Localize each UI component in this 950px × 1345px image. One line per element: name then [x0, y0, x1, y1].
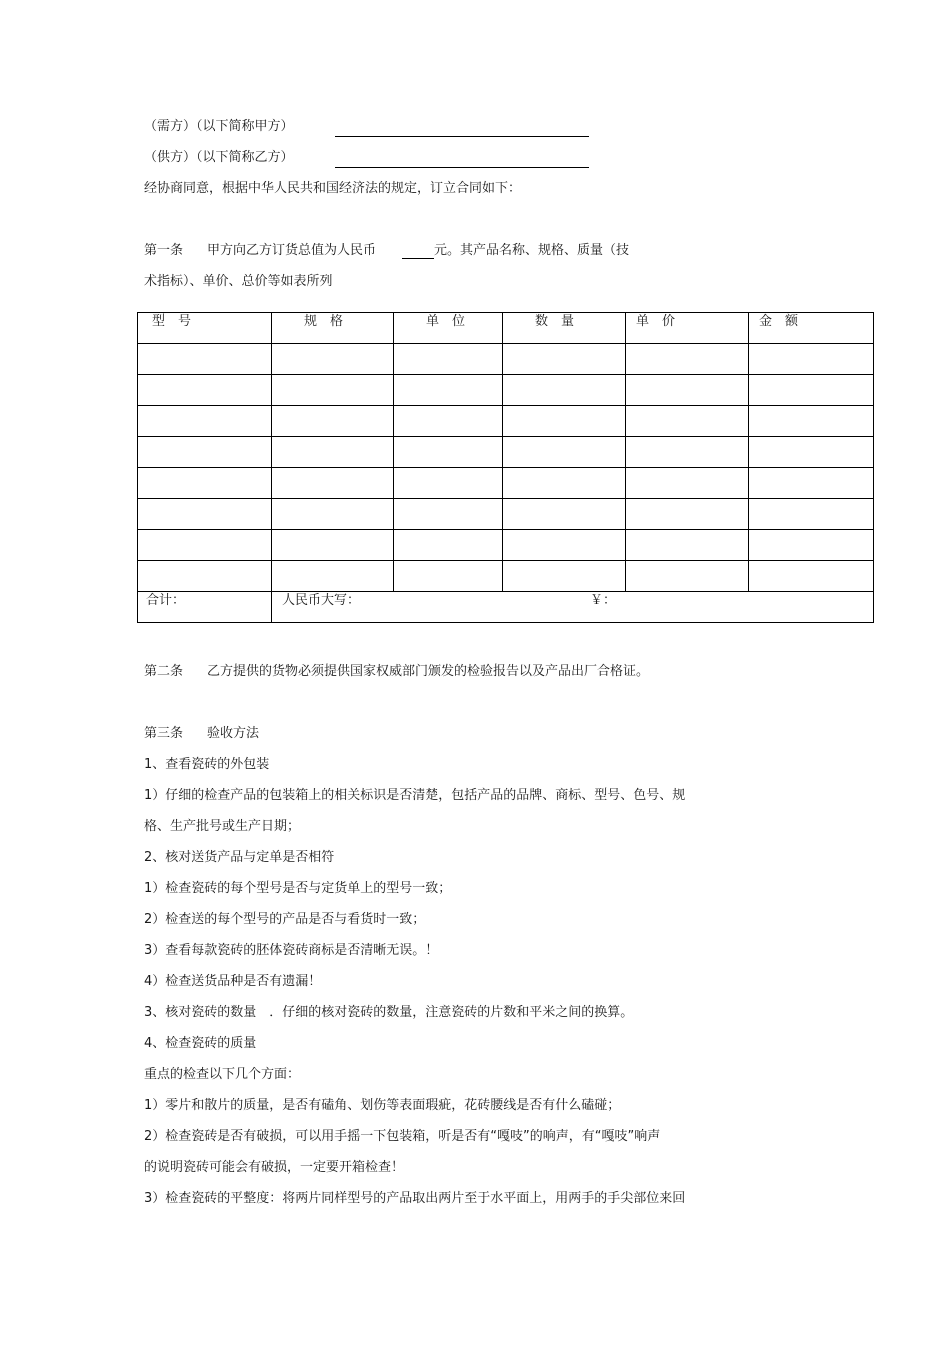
article2	[144, 664, 649, 680]
table-cell[interactable]	[272, 530, 394, 561]
table-cell[interactable]	[626, 437, 749, 468]
article3-line: 1、查看瓷砖的外包装	[144, 757, 270, 772]
article2-text: 乙方提供的货物必须提供国家权威部门颁发的检验报告以及产品出厂合格证。	[207, 664, 650, 679]
header-model: 型 号	[138, 313, 272, 344]
table-cell[interactable]	[138, 437, 272, 468]
article1-line2: 术指标）、单价、总价等如表所列	[144, 274, 333, 289]
article1-text-before: 甲方向乙方订货总值为人民币	[207, 243, 377, 258]
article3-line: 3）查看每款瓷砖的胚体瓷砖商标是否清晰无误。！	[144, 943, 439, 958]
table-cell[interactable]	[749, 375, 874, 406]
intro-text: 经协商同意，根据中华人民共和国经济法的规定，订立合同如下：	[144, 181, 522, 196]
header-unit: 单 位	[394, 313, 503, 344]
table-cell[interactable]	[503, 375, 626, 406]
table-row	[138, 375, 874, 406]
article3-line: 2）检查送的每个型号的产品是否与看货时一致；	[144, 912, 426, 927]
total-yen-label: ￥：	[590, 593, 617, 608]
table-cell[interactable]	[626, 499, 749, 530]
table-cell[interactable]	[626, 468, 749, 499]
header-amount: 金 额	[749, 313, 874, 344]
table-cell[interactable]	[626, 561, 749, 592]
article1-amount-blank[interactable]	[402, 245, 434, 259]
buyer-name-line[interactable]	[335, 136, 589, 137]
table-cell[interactable]	[626, 530, 749, 561]
seller-label: （供方）（以下简称乙方）	[144, 150, 294, 165]
article1-line1	[144, 243, 629, 259]
table-cell[interactable]	[749, 561, 874, 592]
article2-num: 第二条	[144, 664, 184, 679]
article3-line: 的说明瓷砖可能会有破损，一定要开箱检查！	[144, 1160, 405, 1175]
table-cell[interactable]	[138, 375, 272, 406]
table-cell[interactable]	[272, 344, 394, 375]
article3-line: 4、检查瓷砖的质量	[144, 1036, 257, 1051]
article3-heading	[144, 726, 259, 742]
table-cell[interactable]	[138, 406, 272, 437]
table-cell[interactable]	[503, 437, 626, 468]
table-row	[138, 406, 874, 437]
table-row	[138, 561, 874, 592]
total-value-cell[interactable]	[272, 592, 874, 623]
table-cell[interactable]	[138, 530, 272, 561]
article1-num: 第一条	[144, 243, 184, 258]
article3-line: 1）检查瓷砖的每个型号是否与定货单上的型号一致；	[144, 881, 452, 896]
article3-line: 3）检查瓷砖的平整度：将两片同样型号的产品取出两片至于水平面上，用两手的手尖部位来回	[144, 1191, 686, 1206]
table-cell[interactable]	[749, 530, 874, 561]
table-cell[interactable]	[626, 375, 749, 406]
table-row	[138, 499, 874, 530]
article3-line: 格、生产批号或生产日期；	[144, 819, 301, 834]
table-cell[interactable]	[626, 344, 749, 375]
article3-title: 验收方法	[207, 726, 260, 741]
table-total-row	[138, 592, 874, 623]
buyer-label: （需方）（以下简称甲方）	[144, 119, 294, 134]
total-label: 合计：	[138, 592, 272, 623]
goods-table	[137, 312, 874, 623]
table-cell[interactable]	[503, 499, 626, 530]
table-cell[interactable]	[626, 406, 749, 437]
header-quantity: 数 量	[503, 313, 626, 344]
table-cell[interactable]	[394, 344, 503, 375]
table-cell[interactable]	[394, 499, 503, 530]
table-cell[interactable]	[503, 344, 626, 375]
article3-line: 1）零片和散片的质量，是否有磕角、划伤等表面瑕疵，花砖腰线是否有什么磕碰；	[144, 1098, 621, 1113]
article3-line: 3、核对瓷砖的数量 ．仔细的核对瓷砖的数量，注意瓷砖的片数和平米之间的换算。	[144, 1005, 634, 1020]
table-cell[interactable]	[394, 437, 503, 468]
table-cell[interactable]	[272, 406, 394, 437]
table-cell[interactable]	[749, 406, 874, 437]
header-spec: 规 格	[272, 313, 394, 344]
article1-text-after: 元。其产品名称、规格、质量（技	[434, 243, 630, 258]
table-cell[interactable]	[394, 561, 503, 592]
table-header-row	[138, 313, 874, 344]
table-cell[interactable]	[272, 468, 394, 499]
table-cell[interactable]	[503, 468, 626, 499]
table-cell[interactable]	[503, 530, 626, 561]
table-cell[interactable]	[272, 561, 394, 592]
table-row	[138, 344, 874, 375]
article3-line: 重点的检查以下几个方面：	[144, 1067, 301, 1082]
article3-line: 2）检查瓷砖是否有破损，可以用手摇一下包装箱，听是否有“嘎吱”的响声，有“嘎吱”响声	[144, 1129, 661, 1144]
table-cell[interactable]	[394, 375, 503, 406]
table-cell[interactable]	[138, 499, 272, 530]
total-rmb-label: 人民币大写：	[282, 593, 361, 608]
table-cell[interactable]	[272, 437, 394, 468]
table-cell[interactable]	[503, 561, 626, 592]
table-cell[interactable]	[272, 375, 394, 406]
table-cell[interactable]	[394, 468, 503, 499]
article3-line: 2、核对送货产品与定单是否相符	[144, 850, 335, 865]
table-cell[interactable]	[138, 468, 272, 499]
table-cell[interactable]	[503, 406, 626, 437]
table-row	[138, 437, 874, 468]
table-cell[interactable]	[138, 344, 272, 375]
table-row	[138, 530, 874, 561]
seller-name-line[interactable]	[335, 167, 589, 168]
article3-line: 4）检查送货品种是否有遗漏！	[144, 974, 322, 989]
table-cell[interactable]	[394, 530, 503, 561]
table-cell[interactable]	[749, 344, 874, 375]
table-cell[interactable]	[138, 561, 272, 592]
table-cell[interactable]	[749, 468, 874, 499]
table-row	[138, 468, 874, 499]
header-unit-price: 单 价	[626, 313, 749, 344]
table-cell[interactable]	[272, 499, 394, 530]
article3-num: 第三条	[144, 726, 184, 741]
table-cell[interactable]	[749, 437, 874, 468]
table-cell[interactable]	[394, 406, 503, 437]
article3-line: 1）仔细的检查产品的包装箱上的相关标识是否清楚，包括产品的品牌、商标、型号、色号、规	[144, 788, 686, 803]
table-cell[interactable]	[749, 499, 874, 530]
